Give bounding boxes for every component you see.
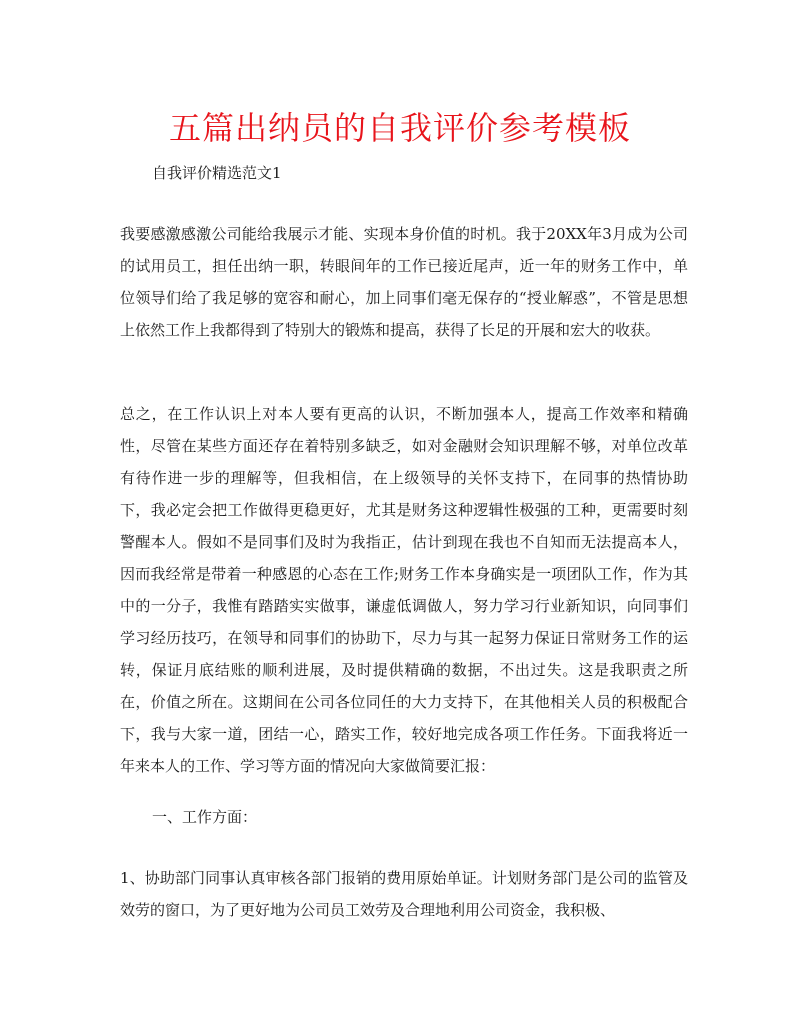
paragraph-2: 总之，在工作认识上对本人要有更高的认识，不断加强本人，提高工作效率和精确性，尽管在某些方面还存在着特别多缺乏，如对金融财会知识理解不够，对单位改革有待作进一步的理解等，但我相信，在上级领导的关怀支持下，在同事的热情协助下，我必定会把工作做得更稳更好，尤其是财务这种逻辑性极强的工种，更需要时刻警醒本人。假如不是同事们及时为我指正，估计到现在我也不自知而无法提高本人，因而我经常是带着一种感恩的心态在工作;财务工作本身确实是一项团队工作，作为其中的一分子，我惟有踏踏实实做事，谦虚低调做人，努力学习行业新知识，向同事们学习经历技巧，在领导和同事们的协助下，尽力与其一起努力保证日常财务工作的运转，保证月底结账的顺利进展，及时提供精确的数据，不出过失。这是我职责之所在，价值之所在。这期间在公司各位同任的大力支持下，在其他相关人员的积极配合下，我与大家一道，团结一心，踏实工作，较好地完成各项工作任务。下面我将近一年来本人的工作、学习等方面的情况向大家做简要汇报： <box>120 405 688 775</box>
document-title: 五篇出纳员的自我评价参考模板 <box>168 109 631 147</box>
section-heading: 一、工作方面： <box>152 808 258 826</box>
paragraph-3: 1、协助部门同事认真审核各部门报销的费用原始单证。计划财务部门是公司的监管及效劳的窗口，为了更好地为公司员工效劳及合理地利用公司资金，我积极、 <box>120 869 688 919</box>
paragraph-1: 我要感激感激公司能给我展示才能、实现本身价值的时机。我于20XX年3月成为公司的试用员工，担任出纳一职，转眼间年的工作已接近尾声，近一年的财务工作中，单位领导们给了我足够的宽容和耐心，加上同事们毫无保存的“授业解惑”，不管是思想上依然工作上我都得到了特别大的锻炼和提高，获得了长足的开展和宏大的收获。 <box>120 225 688 339</box>
document-subtitle: 自我评价精选范文1 <box>152 164 282 182</box>
